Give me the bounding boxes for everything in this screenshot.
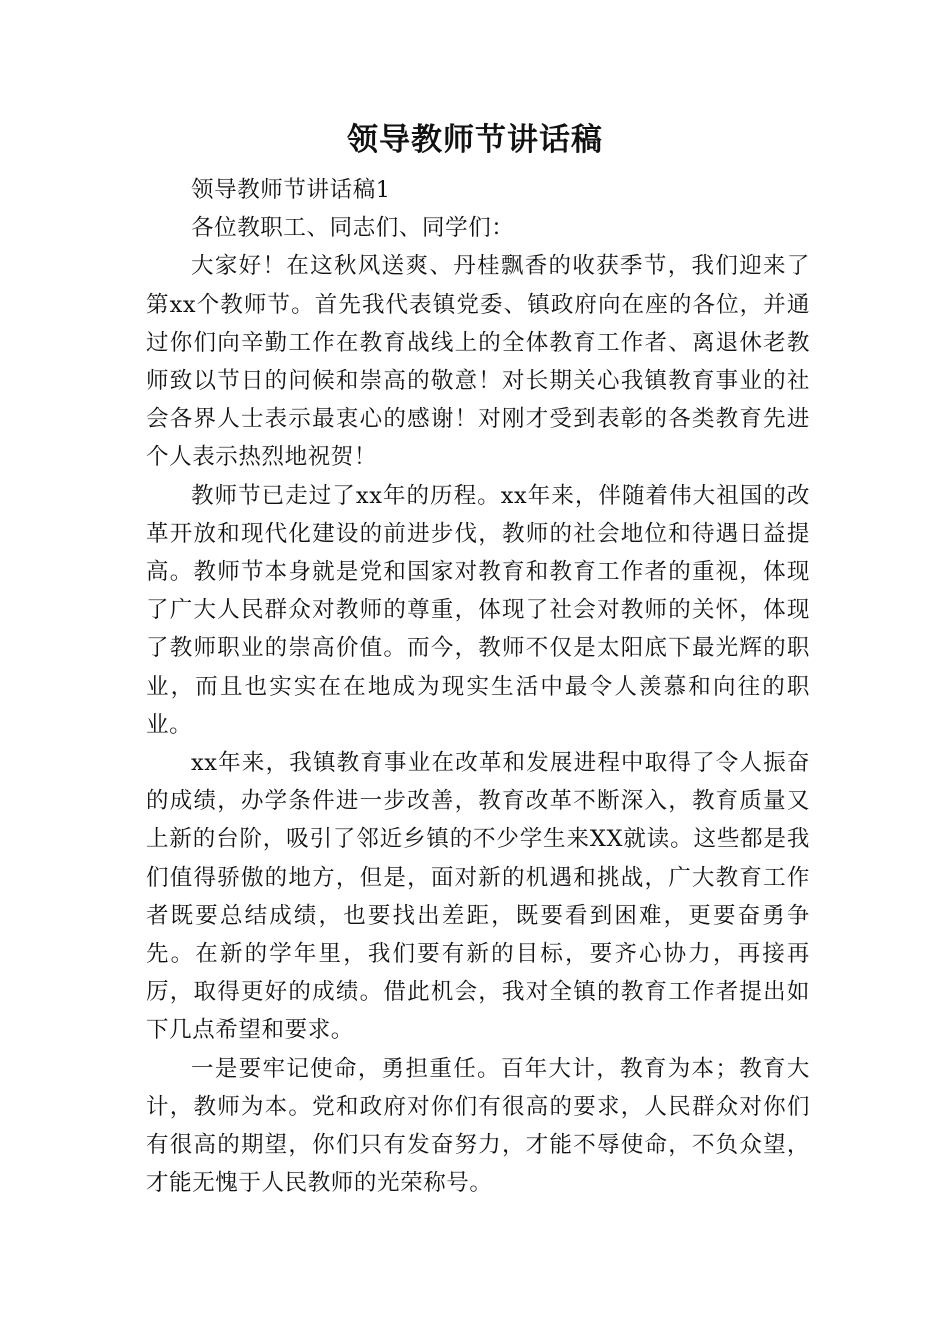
body-paragraph: 一是要牢记使命，勇担重任。百年大计，教育为本；教育大计，教师为本。党和政府对你们有很高的要求，人民群众对你们有很高的期望，你们只有发奋努力，才能不辱使命，不负众望，才能无愧于人民教师的光荣称号。 xyxy=(146,1055,810,1197)
body-paragraph: xx年来，我镇教育事业在改革和发展进程中取得了令人振奋的成绩，办学条件进一步改善，教育改革不断深入，教育质量又上新的台阶，吸引了邻近乡镇的不少学生来XX就读。这些都是我们值得骄傲的地方，但是，面对新的机遇和挑战，广大教育工作者既要总结成绩，也要找出差距，既要看到困难，更要奋勇争先。在新的学年里，我们要有新的目标，要齐心协力，再接再厉，取得更好的成绩。借此机会，我对全镇的教育工作者提出如下几点希望和要求。 xyxy=(146,750,810,1044)
subtitle-paragraph: 领导教师节讲话稿1 xyxy=(191,177,391,203)
body-paragraph: 大家好！在这秋风送爽、丹桂飘香的收获季节，我们迎来了第xx个教师节。首先我代表镇党委、镇政府向在座的各位，并通过你们向辛勤工作在教育战线上的全体教育工作者、离退休老教师致以节日的问候和崇高的敬意！对长期关心我镇教育事业的社会各界人士表示最衷心的感谢！对刚才受到表彰的各类教育先进个人表示热烈地祝贺！ xyxy=(146,253,810,471)
salutation-paragraph: 各位教职工、同志们、同学们： xyxy=(191,215,515,242)
document-body xyxy=(146,171,810,1202)
body-paragraph: 教师节已走过了xx年的历程。xx年来，伴随着伟大祖国的改革开放和现代化建设的前进步伐，教师的社会地位和待遇日益提高。教师节本身就是党和国家对教育和教育工作者的重视，体现了广大人民群众对教师的尊重，体现了社会对教师的关怀，体现了教师职业的崇高价值。而今，教师不仅是太阳底下最光辉的职业，而且也实实在在地成为现实生活中最令人羡慕和向往的职业。 xyxy=(146,482,810,738)
document-title: 领导教师节讲话稿 xyxy=(347,122,603,158)
